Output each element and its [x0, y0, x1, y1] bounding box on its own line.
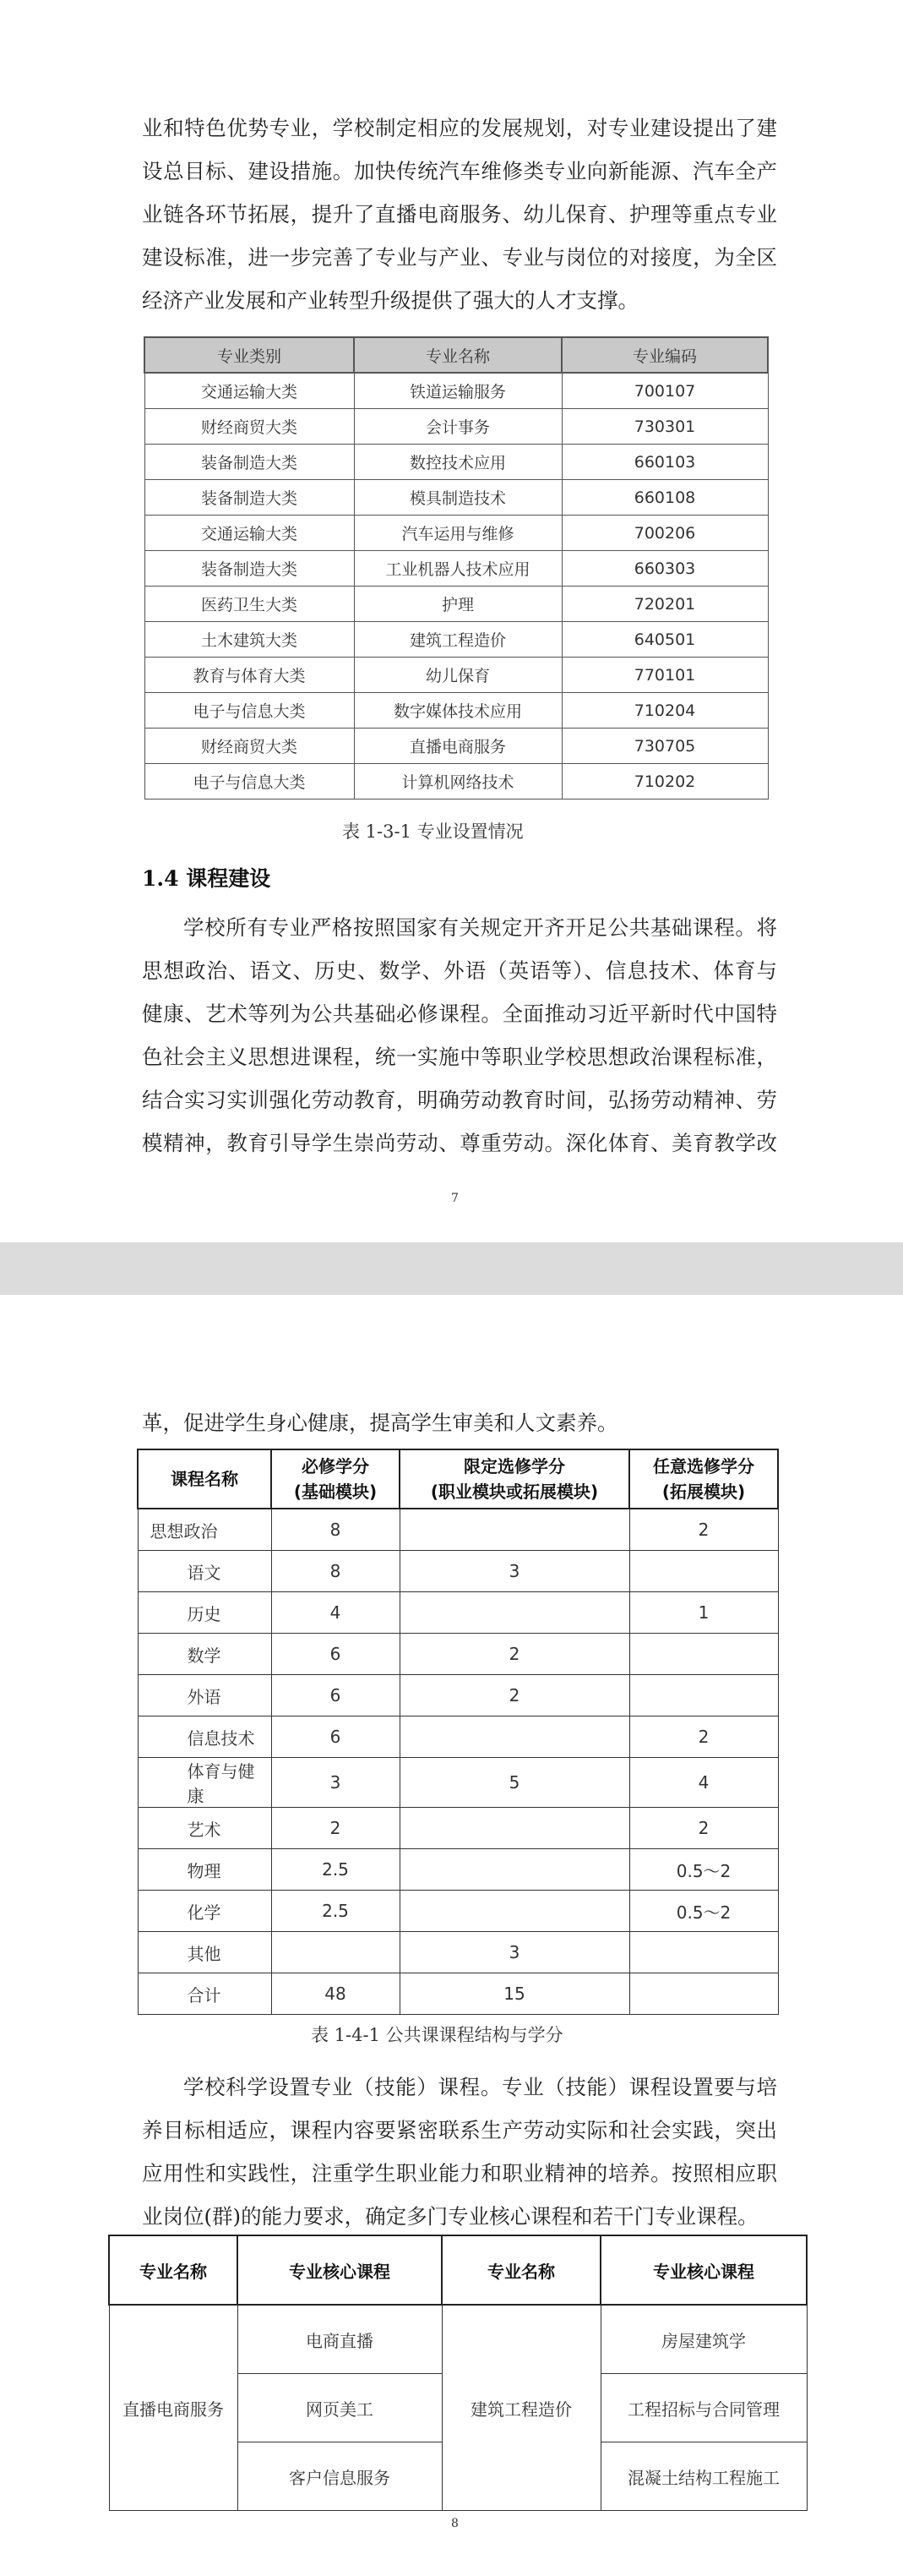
table-cell: 数学: [138, 1634, 271, 1675]
table-cell: 装备制造大类: [144, 445, 354, 480]
header-line: (基础模块): [293, 1482, 378, 1502]
table-cell: 3: [400, 1551, 629, 1592]
major-name-cell: 直播电商服务: [109, 2305, 237, 2511]
text-line: 色社会主义思想进课程，统一实施中等职业学校思想政治课程标准，: [142, 1045, 777, 1069]
text-line: 思想政治、语文、历史、数学、外语（英语等）、信息技术、体育与: [142, 958, 777, 983]
table-cell: 640501: [562, 622, 768, 658]
text-line: 应用性和实践性，注重学生职业能力和职业精神的培养。按照相应职: [142, 2161, 777, 2186]
table-cell: 幼儿保育: [354, 658, 562, 693]
table-row: [138, 1932, 778, 1973]
header-line: 任意选修学分: [653, 1456, 754, 1476]
intro-paragraph: [142, 106, 777, 322]
table-cell: 数控技术应用: [354, 445, 562, 480]
table-cell: [400, 1808, 629, 1849]
table-row: [144, 658, 768, 693]
table-cell: 2: [271, 1808, 400, 1849]
table-row: [144, 373, 768, 409]
table-cell: 4: [629, 1758, 778, 1808]
header-line: 课程名称: [171, 1469, 238, 1489]
table-row: [144, 587, 768, 622]
table-cell: 700107: [562, 373, 768, 409]
table-cell: 直播电商服务: [354, 729, 562, 764]
table-cell: 3: [271, 1758, 400, 1808]
table-cell: 土木建筑大类: [144, 622, 354, 658]
section-heading: 1.4 课程建设: [142, 866, 271, 891]
table-cell: 0.5～2: [629, 1849, 778, 1891]
table-cell: 6: [271, 1716, 400, 1758]
table-row: [138, 1973, 778, 2015]
table-cell: 2: [400, 1675, 629, 1716]
text-line: 模精神，教育引导学生崇尚劳动、尊重劳动。深化体育、美育教学改: [142, 1131, 777, 1155]
table-row: [138, 1716, 778, 1758]
major-name-cell: 建筑工程造价: [442, 2305, 601, 2511]
table-cell: [400, 1509, 629, 1551]
table-cell: 2.5: [271, 1849, 400, 1891]
column-header: [271, 1449, 400, 1509]
table-cell: 信息技术: [138, 1716, 271, 1758]
table-cell: [400, 1891, 629, 1932]
table-cell: 3: [400, 1932, 629, 1973]
table-row: [144, 445, 768, 480]
table-cell: 8: [271, 1509, 400, 1551]
table-row: [144, 622, 768, 658]
table-cell: 2: [629, 1509, 778, 1551]
table-cell: 交通运输大类: [144, 373, 354, 409]
table-row: [144, 693, 768, 729]
table-cell: [629, 1634, 778, 1675]
table-cell: 730301: [562, 409, 768, 445]
table-header-row: [138, 1449, 778, 1509]
table-cell: 700206: [562, 516, 768, 551]
professional-paragraph: [142, 2066, 777, 2238]
header-line: 限定选修学分: [464, 1456, 565, 1476]
table-cell: 2: [400, 1634, 629, 1675]
table-row: [138, 1592, 778, 1634]
header-line: (职业模块或拓展模块): [430, 1482, 599, 1502]
text-line: 业岗位(群)的能力要求，确定多门专业核心课程和若干门专业课程。: [142, 2204, 759, 2229]
text-line: 健康、艺术等列为公共基础必修课程。全面推动习近平新时代中国特: [142, 1001, 777, 1026]
table-row: [138, 1891, 778, 1932]
table-cell: 化学: [138, 1891, 271, 1932]
table-row: [138, 1808, 778, 1849]
column-header: 专业名称: [109, 2235, 237, 2305]
table-cell: [400, 1849, 629, 1891]
course-paragraph: [142, 906, 777, 1165]
table-cell: [629, 1973, 778, 2015]
table-cell: 48: [271, 1973, 400, 2015]
core-courses-table: [108, 2235, 808, 2511]
table-cell: 4: [271, 1592, 400, 1634]
column-header: [138, 1449, 271, 1509]
table-cell: 医药卫生大类: [144, 587, 354, 622]
table-row: [144, 551, 768, 587]
text-line: 经济产业发展和产业转型升级提供了强大的人才支撑。: [142, 288, 639, 313]
table-cell: 6: [271, 1675, 400, 1716]
column-header: 专业名称: [442, 2235, 601, 2305]
page-number: 8: [451, 2517, 459, 2530]
core-course-cell: 房屋建筑学: [601, 2305, 807, 2374]
table-cell: 6: [271, 1634, 400, 1675]
text-line: 结合实习实训强化劳动教育，明确劳动教育时间，弘扬劳动精神、劳: [142, 1088, 777, 1112]
column-header: [629, 1449, 778, 1509]
table-row: [138, 1758, 778, 1808]
column-header: 专业核心课程: [601, 2235, 807, 2305]
table-cell: 660303: [562, 551, 768, 587]
page-7: [0, 0, 903, 1242]
column-header: 专业编码: [562, 337, 768, 373]
table-row: [144, 480, 768, 516]
column-header: 专业类别: [144, 337, 354, 373]
table-cell: 交通运输大类: [144, 516, 354, 551]
column-header: 专业名称: [354, 337, 562, 373]
text-line: 学校科学设置专业（技能）课程。专业（技能）课程设置要与培: [183, 2075, 777, 2099]
table-row: [144, 729, 768, 764]
core-course-cell: 客户信息服务: [237, 2442, 442, 2511]
table-cell: 15: [400, 1973, 629, 2015]
table-cell: 教育与体育大类: [144, 658, 354, 693]
table-cell: 计算机网络技术: [354, 764, 562, 800]
table-cell: 720201: [562, 587, 768, 622]
table-cell: 5: [400, 1758, 629, 1808]
table-cell: 汽车运用与维修: [354, 516, 562, 551]
table-caption: 表 1-3-1 专业设置情况: [342, 821, 524, 842]
table-cell: 铁道运输服务: [354, 373, 562, 409]
table-row: [138, 1675, 778, 1716]
table-cell: 730705: [562, 729, 768, 764]
column-header: 专业核心课程: [237, 2235, 442, 2305]
core-course-cell: 工程招标与合同管理: [601, 2374, 807, 2442]
table-cell: 建筑工程造价: [354, 622, 562, 658]
page-number: 7: [451, 1192, 459, 1205]
table-cell: 660103: [562, 445, 768, 480]
text-line: 设总目标、建设措施。加快传统汽车维修类专业向新能源、汽车全产: [142, 159, 777, 183]
text-line: 养目标相适应，课程内容要紧密联系生产劳动实际和社会实践，突出: [142, 2118, 777, 2142]
table-cell: 外语: [138, 1675, 271, 1716]
table-cell: [629, 1932, 778, 1973]
table-row: [144, 764, 768, 800]
table-cell: [629, 1675, 778, 1716]
table-header-row: [144, 337, 768, 373]
table-1-3-1: [144, 336, 769, 800]
table-row: [138, 1551, 778, 1592]
core-course-cell: 混凝土结构工程施工: [601, 2442, 807, 2511]
table-cell: 思想政治: [138, 1509, 271, 1551]
table-cell: 1: [629, 1592, 778, 1634]
table-cell: 710202: [562, 764, 768, 800]
header-line: (拓展模块): [661, 1482, 746, 1502]
table-cell: 会计事务: [354, 409, 562, 445]
page-separator: [0, 1242, 903, 1295]
table-cell: [629, 1551, 778, 1592]
table-cell: 710204: [562, 693, 768, 729]
table-cell: 8: [271, 1551, 400, 1592]
core-course-cell: 网页美工: [237, 2374, 442, 2442]
column-header: [400, 1449, 629, 1509]
core-course-cell: 电商直播: [237, 2305, 442, 2374]
text-line: 业和特色优势专业，学校制定相应的发展规划，对专业建设提出了建: [142, 116, 777, 140]
table-row: [138, 1634, 778, 1675]
text-line: 建设标准，进一步完善了专业与产业、专业与岗位的对接度，为全区: [142, 245, 777, 270]
text-line: 革，促进学生身心健康，提高学生审美和人文素养。: [142, 1411, 618, 1435]
table-row: [138, 1849, 778, 1891]
table-cell: [400, 1716, 629, 1758]
table-cell: 财经商贸大类: [144, 409, 354, 445]
header-line: 必修学分: [302, 1456, 369, 1476]
table-cell: 770101: [562, 658, 768, 693]
table-1-4-1: [137, 1449, 779, 2015]
table-cell: 电子与信息大类: [144, 764, 354, 800]
table-cell: 护理: [354, 587, 562, 622]
table-cell: 语文: [138, 1551, 271, 1592]
table-cell: 物理: [138, 1849, 271, 1891]
table-cell: 财经商贸大类: [144, 729, 354, 764]
table-cell: 体育与健康: [138, 1758, 271, 1808]
table-row: [138, 1509, 778, 1551]
table-cell: 660108: [562, 480, 768, 516]
table-row: [144, 409, 768, 445]
table-cell: 数字媒体技术应用: [354, 693, 562, 729]
table-cell: [271, 1932, 400, 1973]
table-cell: 装备制造大类: [144, 551, 354, 587]
text-line: 学校所有专业严格按照国家有关规定开齐开足公共基础课程。将: [183, 915, 777, 940]
table-cell: 模具制造技术: [354, 480, 562, 516]
table-cell: 2: [629, 1808, 778, 1849]
table-cell: 历史: [138, 1592, 271, 1634]
table-cell: 装备制造大类: [144, 480, 354, 516]
table-row: [144, 516, 768, 551]
table-cell: [400, 1592, 629, 1634]
table-cell: 艺术: [138, 1808, 271, 1849]
text-line: 业链各环节拓展，提升了直播电商服务、幼儿保育、护理等重点专业: [142, 202, 777, 226]
table-cell: 其他: [138, 1932, 271, 1973]
table-cell: 合计: [138, 1973, 271, 2015]
table-cell: 2: [629, 1716, 778, 1758]
table-cell: 电子与信息大类: [144, 693, 354, 729]
continued-paragraph: [142, 1401, 777, 1444]
table-cell: 0.5～2: [629, 1891, 778, 1932]
table-row: [109, 2305, 807, 2374]
table-header-row: [109, 2235, 807, 2305]
table-cell: 工业机器人技术应用: [354, 551, 562, 587]
table-caption: 表 1-4-1 公共课课程结构与学分: [311, 2025, 563, 2045]
table-cell: 2.5: [271, 1891, 400, 1932]
